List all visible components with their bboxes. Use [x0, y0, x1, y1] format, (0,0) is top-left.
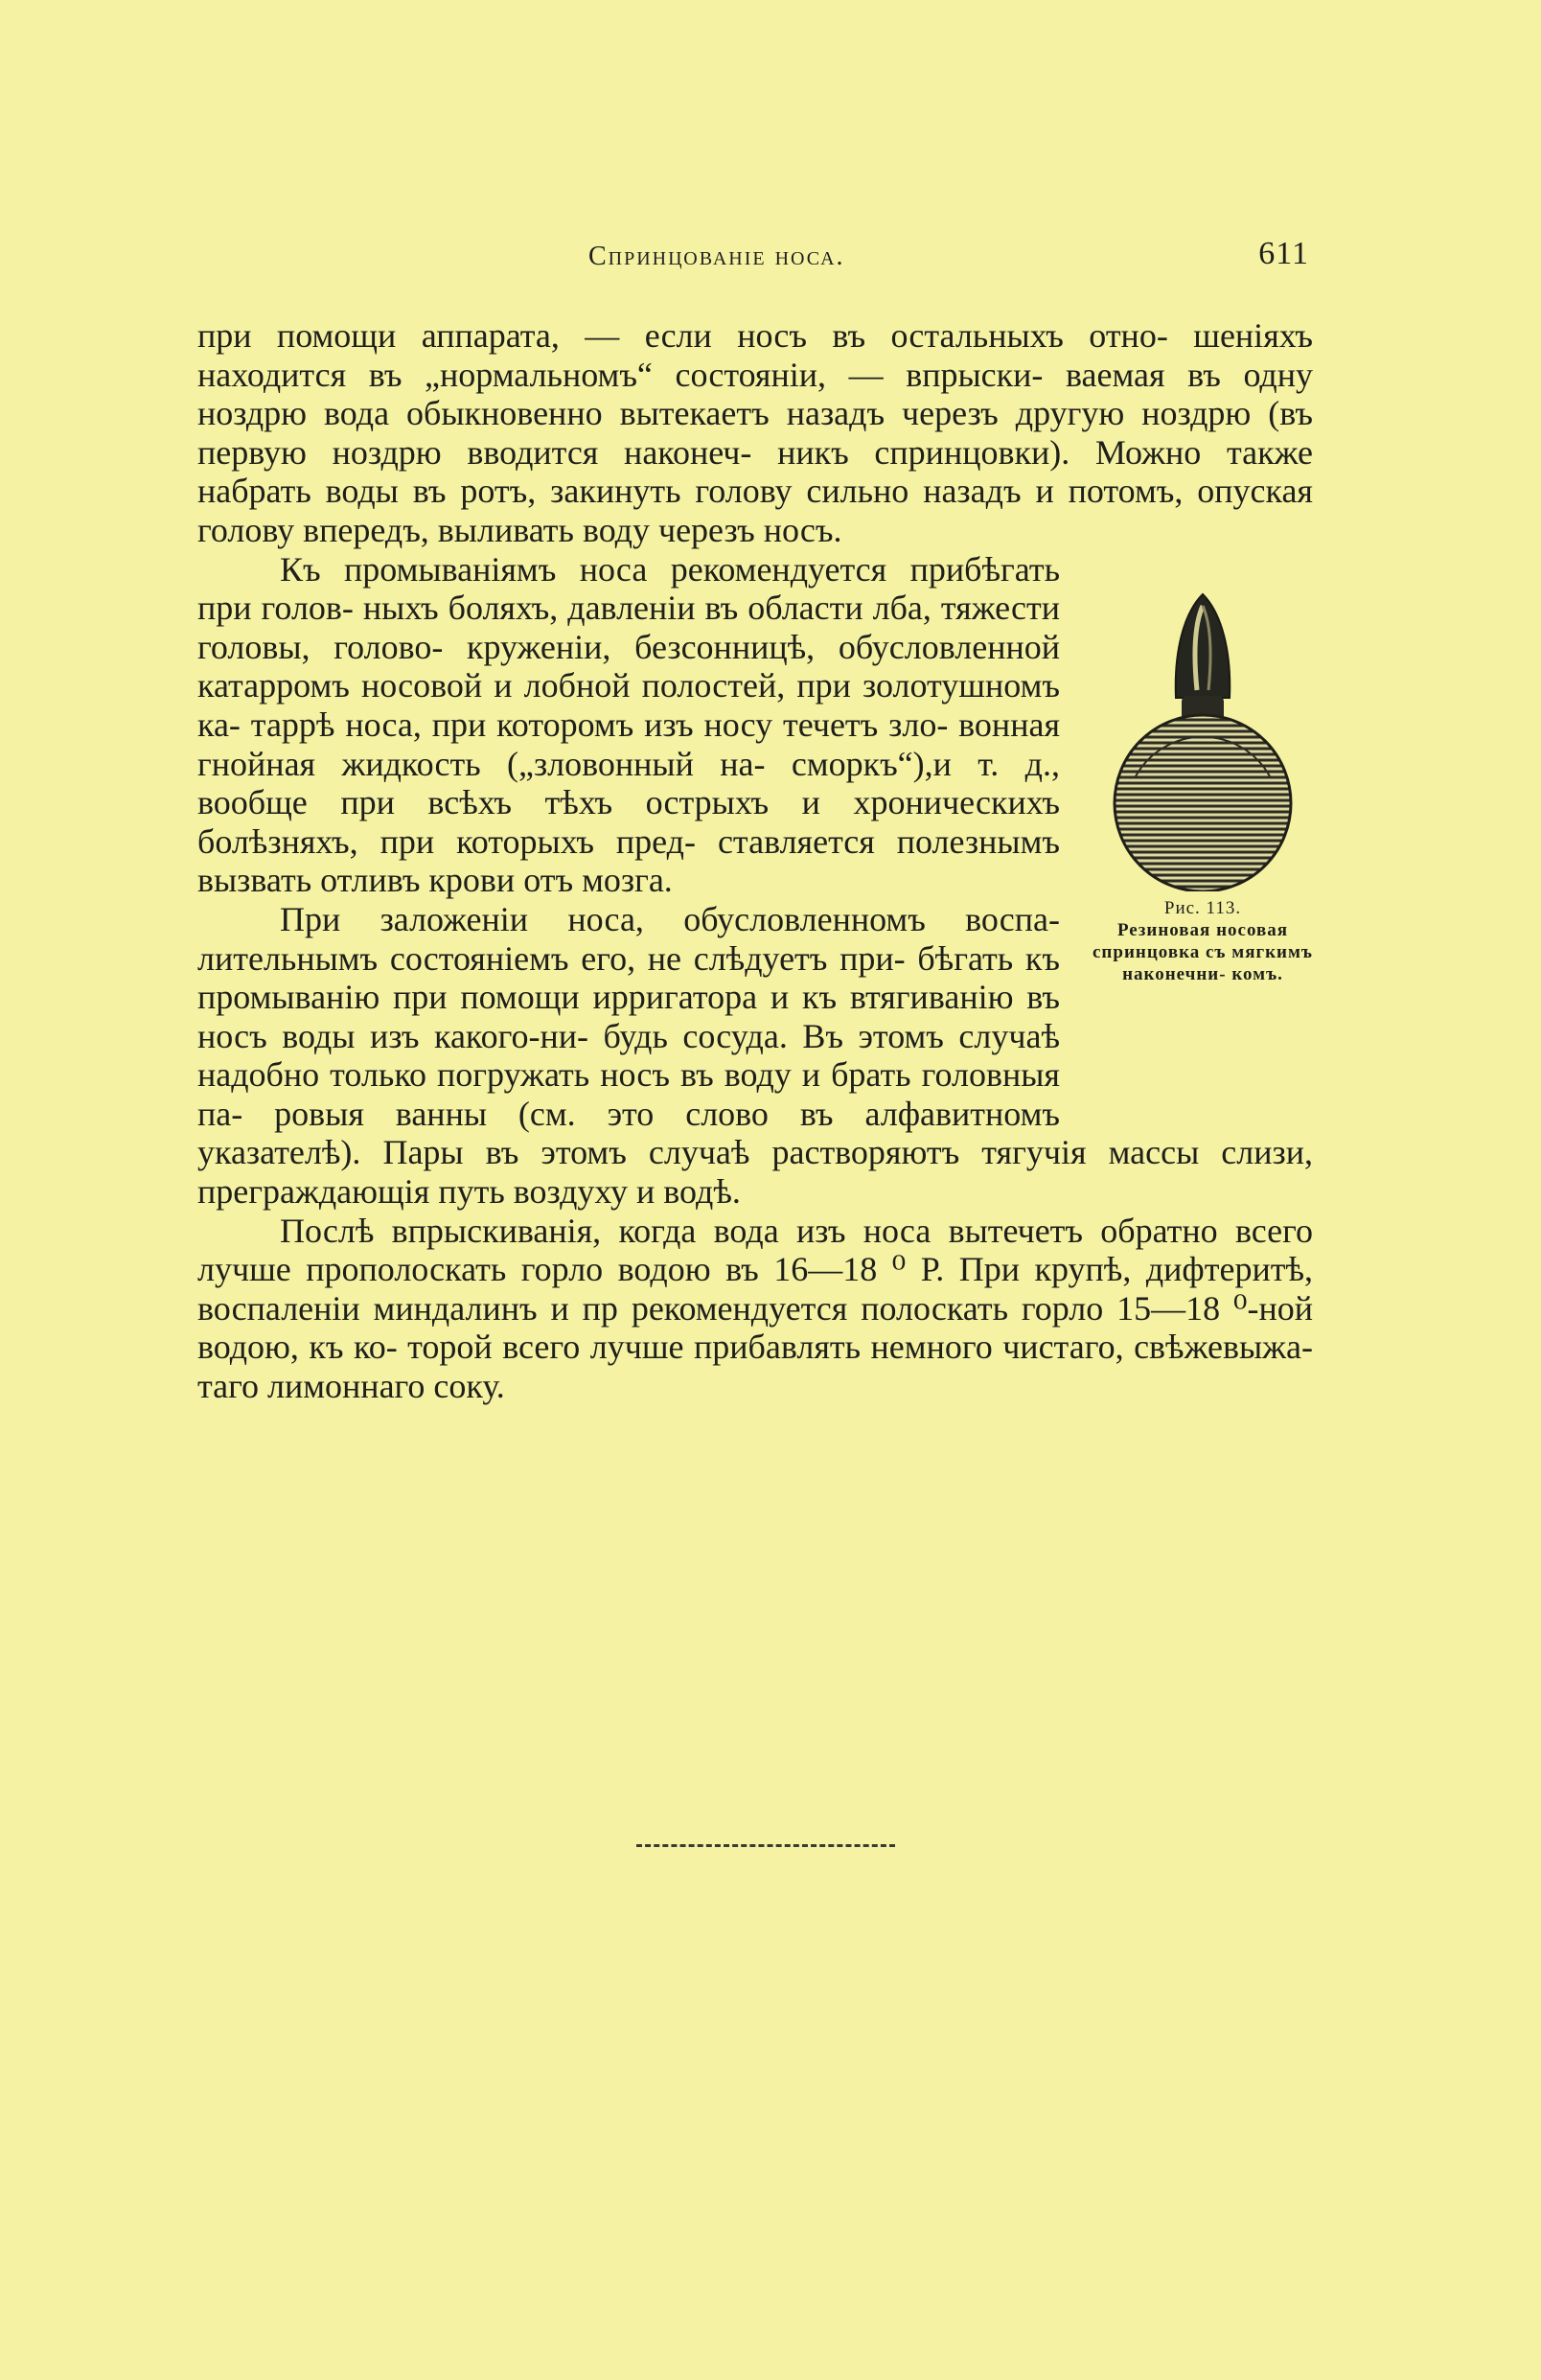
paragraph-washing: Къ промыванiямъ носа рекомендуется прибѣгать при голов- ныхъ боляхъ, давленіи въ области лба, тяжести головы, голово- круженіи, безсонницѣ, обусловленной катарромъ носовой и лобной полостей, при золотушномъ ка- таррѣ носа, при которомъ изъ носу течетъ зло- вонная гнойная жидкость („зловонный на- сморкъ“),и т. д., вообще при всѣхъ тѣхъ острыхъ и хроническихъ болѣзняхъ, при которыхъ пред- ставляется полезнымъ вызвать отливъ крови отъ мозга. [197, 549, 1060, 900]
figure-caption-text: Резиновая носовая спринцовка съ мягкимъ наконечни- комъ. [1092, 919, 1314, 984]
body-text [197, 316, 1313, 1406]
paragraph-continuation: при помощи аппарата, — если носъ въ остальныхъ отно- шеніяхъ находится въ „нормальномъ“ состояніи, — впрыски- ваемая въ одну ноздрю вода обыкновенно вытекаетъ назадъ черезъ другую ноздрю (въ первую ноздрю вводится наконеч- никъ спринцовки). Можно также набрать воды въ ротъ, закинуть голову сильно назадъ и потомъ, опуская голову впередъ, выливать воду черезъ носъ. [197, 316, 1313, 549]
running-title: Спринцованіе носа. [588, 242, 845, 271]
figure-number: Рис. 113. [1163, 897, 1242, 918]
running-head [197, 236, 1313, 284]
paragraph-congestion: При заложеніи носа, обусловленномъ воспа- лительнымъ состояніемъ его, не слѣдуетъ при- бѣгать къ промыванію при помощи ирригатора и къ втягиванію въ носъ воды изъ какого-ни- будь сосуда. Въ этомъ случаѣ надобно только погружать носъ въ воду и брать головныя па- ровыя ванны (см. это слово въ алфавитномъ указателѣ). Пары въ этомъ случаѣ растворяютъ тягучія массы слизи, преграждающія путь воздуху и водѣ. [197, 899, 1313, 1212]
section-end-rule [636, 1844, 895, 1847]
rubber-syringe-illustration [1107, 585, 1299, 891]
paragraph-gargle: Послѣ впрыскиванія, когда вода изъ носа вытечетъ обратно всего лучше прополоскать горло водою въ 16—18 ⁰ Р. При крупѣ, дифтеритѣ, воспаленіи миндалинъ и пр рекомендуется полоскать горло 15—18 ⁰-ной водою, къ ко- торой всего лучше прибавлять немного чистаго, свѣжевыжа- таго лимоннаго соку. [197, 1211, 1313, 1406]
figure-113 [1092, 556, 1313, 1093]
figure-caption [1092, 897, 1313, 985]
page-number: 611 [1258, 236, 1309, 271]
